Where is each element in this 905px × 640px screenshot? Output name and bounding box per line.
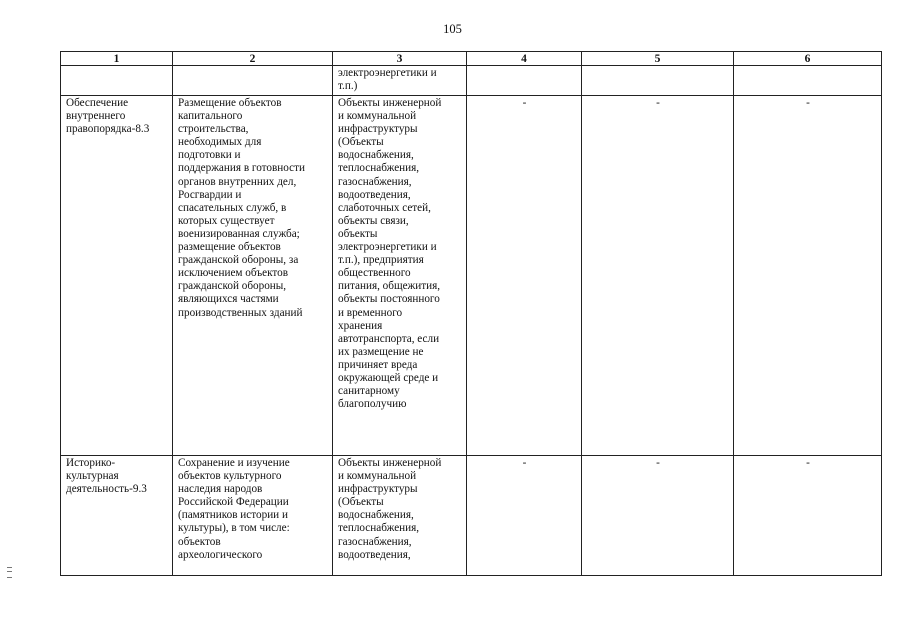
cell-col-4: - (467, 96, 582, 456)
cell-auxiliary-uses: Объекты инженерной и коммунальной инфраструктуры (Объекты водоснабжения, теплоснабжения, газоснабжения, водоотведения, слаботочных сетей, объекты связи, объекты электроэнергетики и т.п.), предприятия общественного питания, общежития, объекты постоянного и временного хранения автотранспорта, если их размещение не причиняет вреда окружающей среде и санитарному благополучию (333, 96, 467, 456)
header-col-4: 4 (467, 52, 582, 66)
cell-col-5: - (582, 456, 734, 576)
cell-use-type: Историко- культурная деятельность-9.3 (61, 456, 173, 576)
cell-col-4 (467, 66, 582, 96)
page-number: 105 (443, 22, 462, 36)
cell-description: Размещение объектов капитального строительства, необходимых для подготовки и поддержания в готовности органов внутренних дел, Росгвардии и спасательных служб, в которых существует военизированная служба; размещение объектов гражданской обороны, за исключением объектов гражданской обороны, являющихся частями производственных зданий (173, 96, 333, 456)
cell-use-type: Обеспечение внутреннего правопорядка-8.3 (61, 96, 173, 456)
land-use-table (60, 51, 882, 576)
cell-col-4: - (467, 456, 582, 576)
cell-auxiliary-uses: Объекты инженерной и коммунальной инфраструктуры (Объекты водоснабжения, теплоснабжения, газоснабжения, водоотведения, (333, 456, 467, 576)
table-row-historical-cultural (61, 456, 882, 576)
header-col-1: 1 (61, 52, 173, 66)
header-col-5: 5 (582, 52, 734, 66)
header-col-2: 2 (173, 52, 333, 66)
cell-auxiliary-uses: электроэнергетики и т.п.) (333, 66, 467, 96)
cell-use-type (61, 66, 173, 96)
header-col-3: 3 (333, 52, 467, 66)
cell-col-6: - (734, 456, 882, 576)
cell-col-6: - (734, 96, 882, 456)
cell-description: Сохранение и изучение объектов культурного наследия народов Российской Федерации (памятников истории и культуры), в том числе: объектов археологического (173, 456, 333, 576)
cell-col-5 (582, 66, 734, 96)
table-row-continuation (61, 66, 882, 96)
cell-col-5: - (582, 96, 734, 456)
cell-description (173, 66, 333, 96)
header-row (61, 52, 882, 66)
table-row-internal-order (61, 96, 882, 456)
header-col-6: 6 (734, 52, 882, 66)
cell-col-6 (734, 66, 882, 96)
scan-margin-mark (7, 567, 12, 578)
